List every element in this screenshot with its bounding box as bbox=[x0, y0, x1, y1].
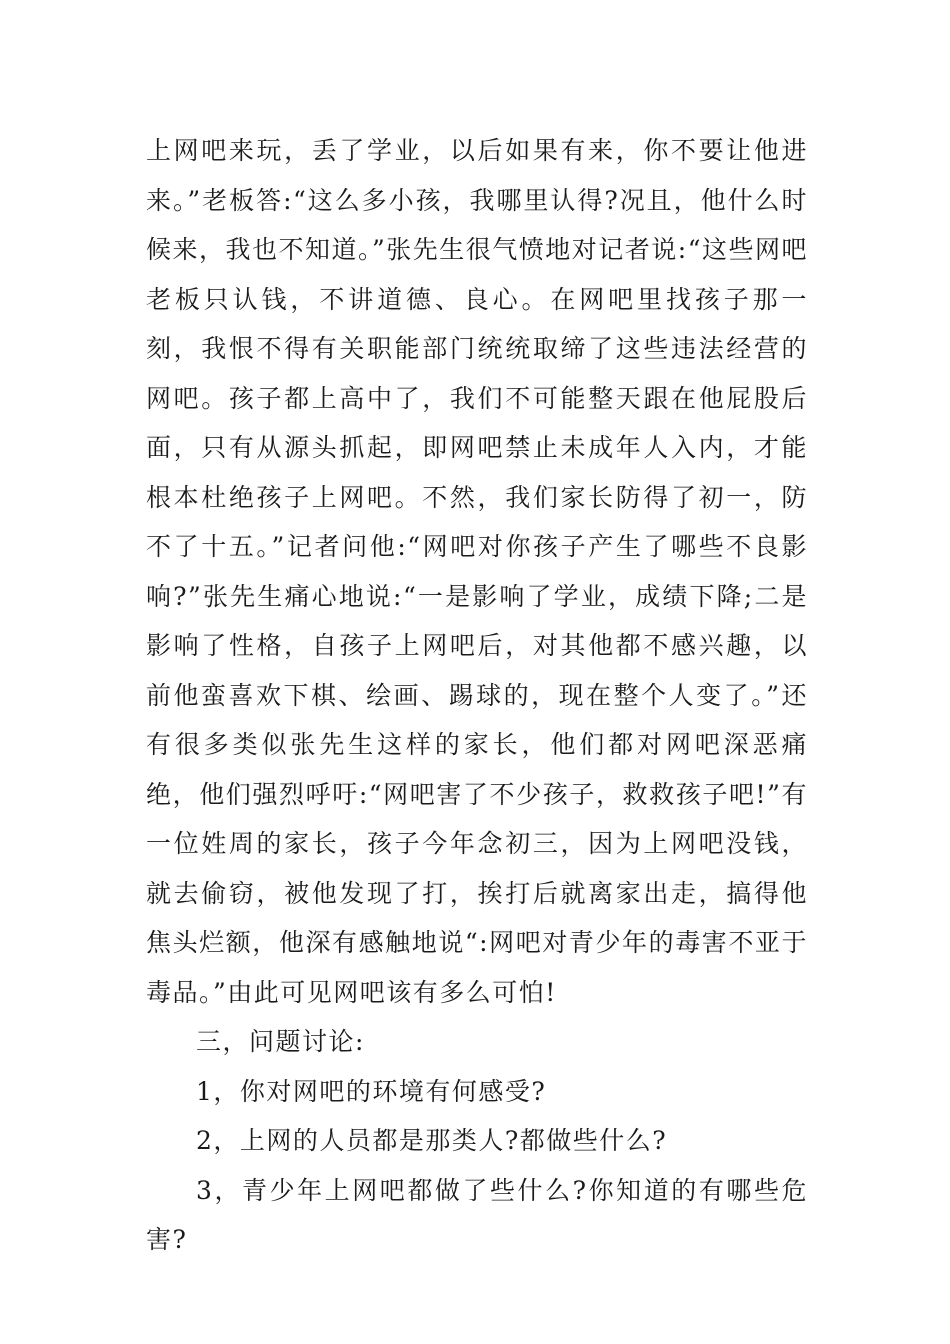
question-2: 2，上网的人员都是那类人?都做些什么? bbox=[196, 1126, 668, 1155]
body-paragraph: 上网吧来玩，丢了学业，以后如果有来，你不要让他进来。”老板答:“这么多小孩，我哪里认得?况且，他什么时候来，我也不知道。”张先生很气愤地对记者说:“这些网吧老板只认钱，不讲道德、良心。在网吧里找孩子那一刻，我恨不得有关职能部门统统取缔了这些违法经营的网吧。孩子都上高中了，我们不可能整天跟在他屁股后面，只有从源头抓起，即网吧禁止未成年人入内，才能根本杜绝孩子上网吧。不然，我们家长防得了初一，防不了十五。”记者问他:“网吧对你孩子产生了哪些不良影响?”张先生痛心地说:“一是影响了学业，成绩下降;二是影响了性格，自孩子上网吧后，对其他都不感兴趣，以前他蛮喜欢下棋、绘画、踢球的，现在整个人变了。”还有很多类似张先生这样的家长，他们都对网吧深恶痛绝，他们强烈呼吁:“网吧害了不少孩子，救救孩子吧!”有一位姓周的家长，孩子今年念初三，因为上网吧没钱，就去偷窃，被他发现了打，挨打后就离家出走，搞得他焦头烂额，他深有感触地说“:网吧对青少年的毒害不亚于毒品。”由此可见网吧该有多么可怕! bbox=[146, 136, 808, 1007]
section-heading-discussion: 三，问题讨论: bbox=[196, 1027, 365, 1056]
document-body bbox=[146, 126, 808, 1265]
question-3: 3，青少年上网吧都做了些什么?你知道的有哪些危害? bbox=[146, 1175, 808, 1254]
question-1: 1，你对网吧的环境有何感受? bbox=[196, 1076, 547, 1106]
